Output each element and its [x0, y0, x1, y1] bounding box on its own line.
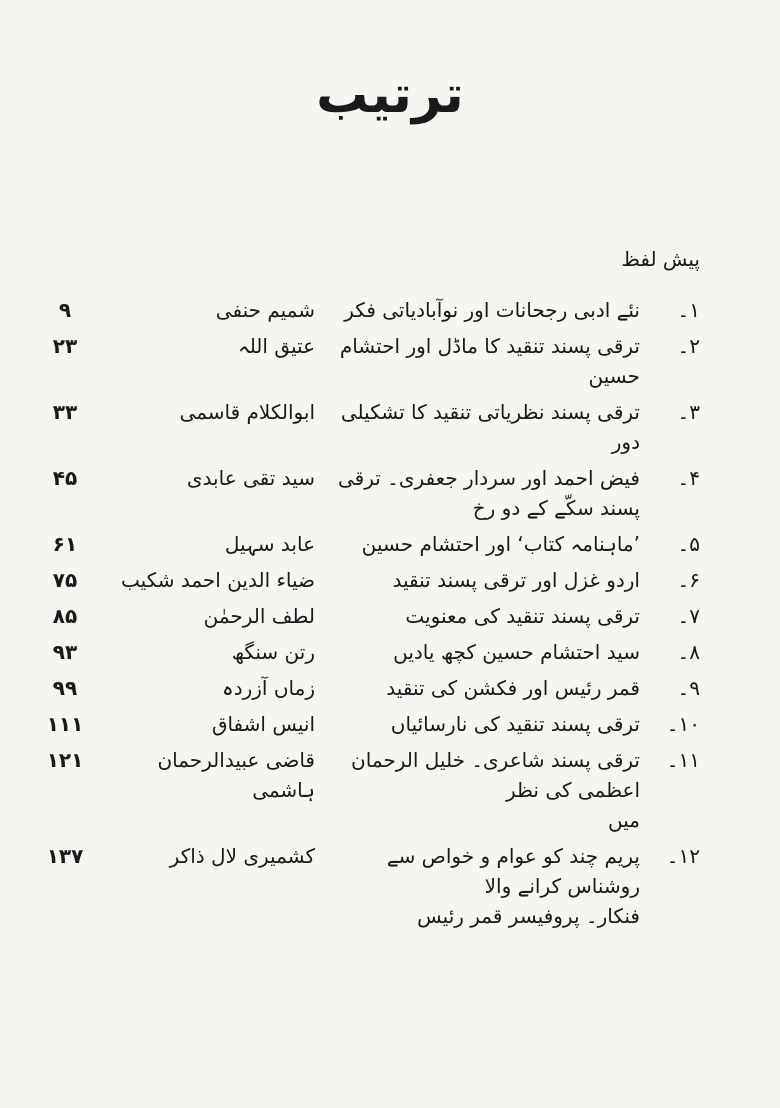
- entry-author: قاضی عبیدالرحمان ہاشمی: [157, 748, 315, 802]
- toc-entry: [30, 394, 700, 460]
- toc-entry: [30, 328, 700, 394]
- entry-title: ترقی پسند تنقید کی نارسائیاں: [390, 712, 640, 736]
- entry-number: ۹۔: [677, 676, 700, 700]
- table-of-contents: [30, 292, 700, 934]
- entry-title: قمر رئیس اور فکشن کی تنقید: [386, 676, 640, 700]
- entry-number: ۶۔: [677, 568, 700, 592]
- toc-entry: [30, 742, 700, 838]
- entry-title: ترقی پسند شاعری۔ خلیل الرحمان اعظمی کی نظر: [351, 748, 640, 802]
- entry-page: ۱۳۷: [46, 844, 84, 868]
- entry-title: نئے ادبی رجحانات اور نوآبادیاتی فکر: [344, 298, 640, 322]
- entry-author: انیس اشفاق: [211, 712, 315, 736]
- entry-page: ۹۳: [52, 640, 78, 664]
- preface-entry: پیش لفظ: [621, 247, 700, 271]
- toc-entry: [30, 634, 700, 670]
- toc-entry: [30, 292, 700, 328]
- entry-author: لطف الرحمٰن: [203, 604, 315, 628]
- toc-entry: [30, 706, 700, 742]
- entry-title: ترقی پسند تنقید کی معنویت: [405, 604, 640, 628]
- entry-author: رتن سنگھ: [231, 640, 315, 664]
- entry-title: سید احتشام حسین کچھ یادیں: [393, 640, 640, 664]
- entry-page: ۹۹: [52, 676, 78, 700]
- toc-entry: [30, 670, 700, 706]
- page-title: ترتیب: [316, 65, 464, 125]
- entry-title: اردو غزل اور ترقی پسند تنقید: [392, 568, 640, 592]
- entry-number: ۲۔: [677, 334, 700, 358]
- entry-number: ۸۔: [677, 640, 700, 664]
- entry-author: عابد سہیل: [224, 532, 315, 556]
- toc-entry: [30, 460, 700, 526]
- entry-title: فیض احمد اور سردار جعفری۔ ترقی پسند سکّے کے دو رخ: [337, 466, 640, 520]
- entry-title-continuation: فنکار۔ پروفیسر قمر رئیس: [417, 904, 640, 928]
- entry-author: کشمیری لال ذاکر: [169, 844, 315, 868]
- entry-number: ۴۔: [677, 466, 700, 490]
- entry-number: ۱۔: [677, 298, 700, 322]
- entry-author: ضیاء الدین احمد شکیب: [121, 568, 315, 592]
- entry-title: ’ماہنامہ کتاب‘ اور احتشام حسین: [361, 532, 640, 556]
- entry-author: سید تقی عابدی: [186, 466, 315, 490]
- entry-author: ابوالکلام قاسمی: [179, 400, 315, 424]
- entry-author: عتیق اللہ: [237, 334, 315, 358]
- entry-number: ۱۰۔: [666, 712, 700, 736]
- entry-page: ۱۲۱: [46, 748, 84, 772]
- entry-page: ۸۵: [52, 604, 78, 628]
- toc-entry: [30, 838, 700, 934]
- entry-title: ترقی پسند تنقید کا ماڈل اور احتشام حسین: [339, 334, 640, 388]
- entry-title: پریم چند کو عوام و خواص سے روشناس کرانے والا: [386, 844, 640, 898]
- entry-number: ۱۲۔: [666, 844, 700, 868]
- entry-number: ۳۔: [677, 400, 700, 424]
- entry-number: ۵۔: [677, 532, 700, 556]
- entry-author: زماں آزردہ: [221, 676, 315, 700]
- toc-entry: [30, 598, 700, 634]
- entry-page: ۶۱: [52, 532, 78, 556]
- entry-number: ۷۔: [677, 604, 700, 628]
- entry-number: ۱۱۔: [666, 748, 700, 772]
- entry-page: ۱۱۱: [46, 712, 84, 736]
- entry-page: ۴۵: [52, 466, 78, 490]
- entry-page: ۳۳: [52, 400, 78, 424]
- toc-entry: [30, 562, 700, 598]
- entry-title: ترقی پسند نظریاتی تنقید کا تشکیلی دور: [340, 400, 640, 454]
- entry-page: ۹: [58, 298, 72, 322]
- entry-page: ۲۳: [52, 334, 78, 358]
- entry-page: ۷۵: [52, 568, 78, 592]
- toc-entry: [30, 526, 700, 562]
- entry-title-continuation: میں: [608, 808, 640, 832]
- entry-author: شمیم حنفی: [215, 298, 315, 322]
